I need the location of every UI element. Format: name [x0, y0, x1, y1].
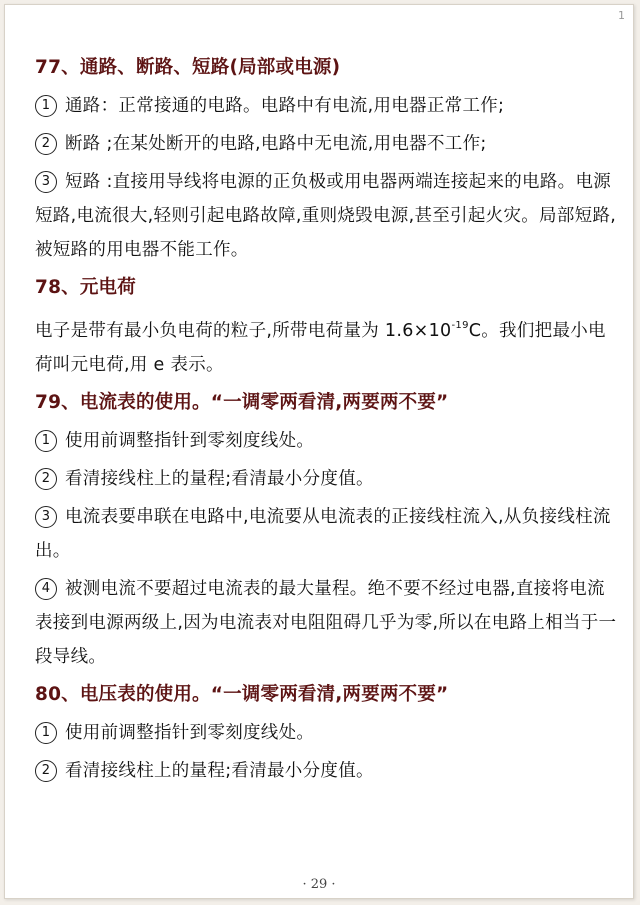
- circled-number: 2: [35, 760, 57, 782]
- item-text: 通路：正常接通的电路。电路中有电流,用电器正常工作;: [65, 96, 505, 116]
- list-item: [35, 89, 617, 123]
- circled-number: 4: [35, 578, 57, 600]
- corner-mark: 1: [618, 9, 625, 22]
- circled-number: 2: [35, 133, 57, 155]
- circled-number: 1: [35, 722, 57, 744]
- list-item: [35, 424, 617, 458]
- item-text: 使用前调整指针到零刻度线处。: [65, 431, 315, 451]
- list-item: [35, 127, 617, 161]
- circled-number: 2: [35, 468, 57, 490]
- section-77: [35, 51, 617, 267]
- list-item: [35, 572, 617, 674]
- section-78: [35, 271, 617, 382]
- section-heading: 80、电压表的使用。“一调零两看清,两要两不要”: [35, 684, 449, 705]
- item-text: 短路 :直接用导线将电源的正负极或用电器两端连接起来的电路。电源短路,电流很大,轻则引起电路故障,重则烧毁电源,甚至引起火灾。局部短路,被短路的用电器不能工作。: [35, 172, 617, 260]
- circled-number: 3: [35, 506, 57, 528]
- list-item: [35, 462, 617, 496]
- list-item: [35, 754, 617, 788]
- section-heading: 78、元电荷: [35, 277, 136, 298]
- page-content: [35, 51, 617, 788]
- item-text: 使用前调整指针到零刻度线处。: [65, 723, 315, 743]
- elementary-charge-paragraph: [35, 309, 617, 382]
- circled-number: 1: [35, 430, 57, 452]
- section-heading: 77、通路、断路、短路(局部或电源): [35, 57, 341, 78]
- page-number: · 29 ·: [302, 877, 336, 892]
- list-item: [35, 500, 617, 568]
- item-text: 电流表要串联在电路中,电流要从电流表的正接线柱流入,从负接线柱流出。: [35, 507, 611, 561]
- item-text: 看清接线柱上的量程;看清最小分度值。: [65, 469, 374, 489]
- circled-number: 1: [35, 95, 57, 117]
- section-79: [35, 386, 617, 674]
- item-text: 看清接线柱上的量程;看清最小分度值。: [65, 761, 374, 781]
- charge-text-before: 电子是带有最小负电荷的粒子,所带电荷量为 1.6×10: [35, 321, 452, 341]
- item-text: 被测电流不要超过电流表的最大量程。绝不要不经过电器,直接将电流表接到电源两级上,因为电流表对电阻阻碍几乎为零,所以在电路上相当于一段导线。: [35, 579, 617, 667]
- list-item: [35, 716, 617, 750]
- charge-exponent: -19: [451, 320, 469, 331]
- document-page: [4, 4, 634, 899]
- list-item: [35, 165, 617, 267]
- circled-number: 3: [35, 171, 57, 193]
- section-80: [35, 678, 617, 788]
- section-heading: 79、电流表的使用。“一调零两看清,两要两不要”: [35, 392, 449, 413]
- charge-text-after: C。我们把最小电荷叫元电荷,用 e 表示。: [35, 321, 606, 375]
- item-text: 断路 ;在某处断开的电路,电路中无电流,用电器不工作;: [65, 134, 487, 154]
